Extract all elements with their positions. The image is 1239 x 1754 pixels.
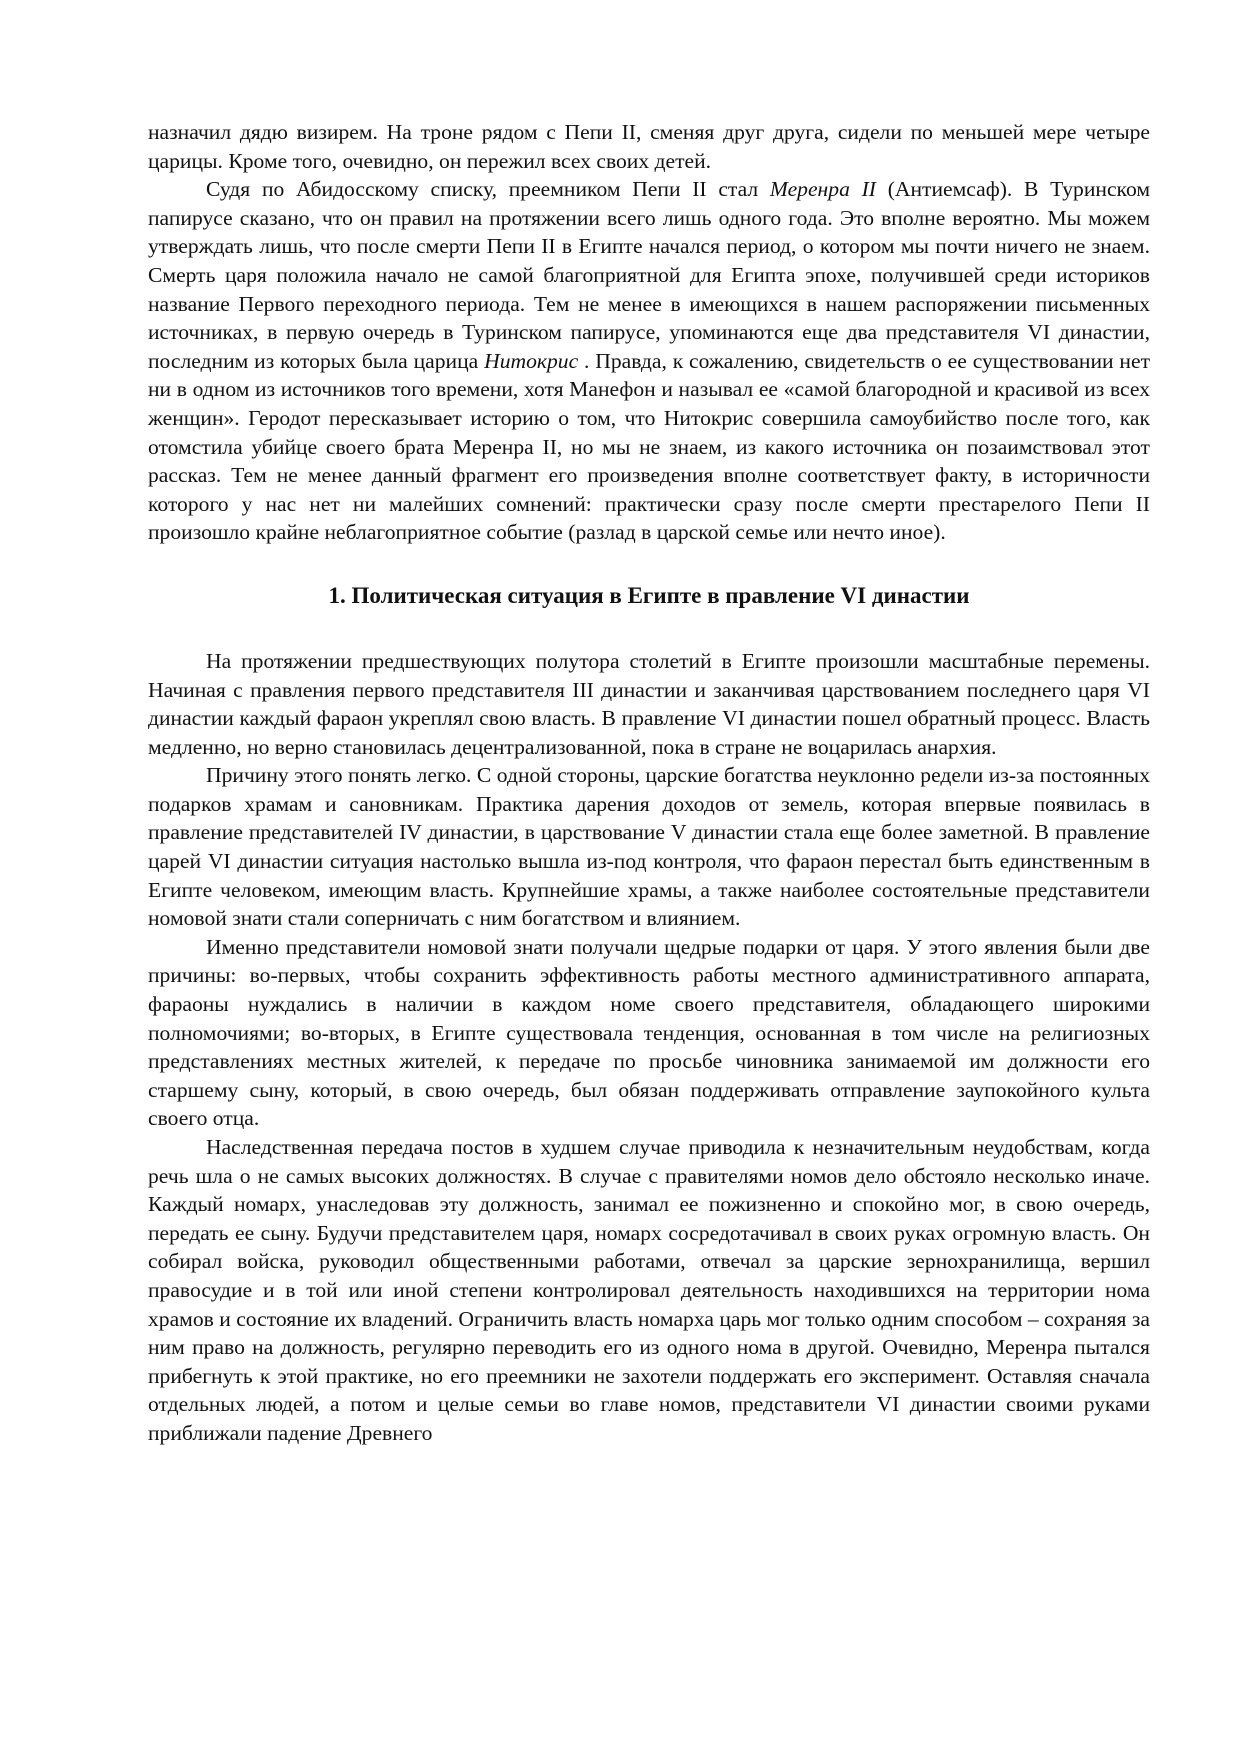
section-title: 1. Политическая ситуация в Египте в правление VI династии bbox=[328, 582, 970, 608]
paragraph-2 bbox=[148, 175, 1150, 547]
paragraph-2-text-b: (Антиемсаф). В Туринском папирусе сказано, что он правил на протяжении всего лишь одного года. Это вполне вероятно. Мы можем утверждать лишь, что после смерти Пепи II в Египте начался период, о котором мы почти ничего не знаем. Смерть царя положила начало не самой благоприятной для Египта эпохе, получившей среди историков название Первого переходного периода. Тем не менее в имеющихся в нашем распоряжении письменных источниках, в первую очередь в Туринском папирусе, упоминаются еще два представителя VI династии, последним из которых была царица bbox=[148, 177, 1150, 373]
paragraph-2-text-a: Судя по Абидосскому списку, преемником Пепи II стал bbox=[206, 177, 770, 202]
name-merenra-ii: Меренра II bbox=[769, 177, 876, 202]
paragraph-6: Наследственная передача постов в худшем случае приводила к незначительным неудобствам, когда речь шла о не самых высоких должностях. В случае с правителями номов дело обстояло несколько иначе. Каждый номарх, унаследовав эту должность, занимал ее пожизненно и спокойно мог, в свою очередь, передать ее сыну. Будучи представителем царя, номарх сосредотачивал в своих руках огромную власть. Он собирал войска, руководил общественными работами, отвечал за царские зернохранилища, вершил правосудие и в той или иной степени контролировал деятельность находившихся на территории нома храмов и состояние их владений. Ограничить власть номарха царь мог только одним способом – сохраняя за ним право на должность, регулярно переводить его из одного нома в другой. Очевидно, Меренра пытался прибегнуть к этой практике, но его преемники не захотели поддержать его эксперимент. Оставляя сначала отдельных людей, а потом и целые семьи во главе номов, представители VI династии своими руками приближали падение Древнего bbox=[148, 1135, 1150, 1445]
document-page bbox=[148, 118, 1150, 1448]
paragraph-5: Именно представители номовой знати получали щедрые подарки от царя. У этого явления были две причины: во-первых, чтобы сохранить эффективность работы местного административного аппарата, фараоны нуждались в наличии в каждом номе своего представителя, обладающего широкими полномочиями; во-вторых, в Египте существовала тенденция, основанная в том числе на религиозных представлениях местных жителей, к передаче по просьбе чиновника занимаемой им должности его старшему сыну, который, в свою очередь, был обязан поддерживать отправление заупокойного культа своего отца. bbox=[148, 934, 1150, 1131]
paragraph-4: Причину этого понять легко. С одной стороны, царские богатства неуклонно редели из-за постоянных подарков храмам и сановникам. Практика дарения доходов от земель, которая впервые появилась в правление представителей IV династии, в царствование V династии стала еще более заметной. В правление царей VI династии ситуация настолько вышла из-под контроля, что фараон перестал быть единственным в Египте человеком, имеющим власть. Крупнейшие храмы, а также наиболее состоятельные представители номовой знати стали соперничать с ним богатством и влиянием. bbox=[148, 763, 1150, 931]
paragraph-2-text-c: . Правда, к сожалению, свидетельств о ее существовании нет ни в одном из источников того времени, хотя Манефон и называл ее «самой благородной и красивой из всех женщин». Геродот пересказывает историю о том, что Нитокрис совершила самоубийство после того, как отомстила убийце своего брата Меренра II, но мы не знаем, из какого источника он позаимствовал этот рассказ. Тем не менее данный фрагмент его произведения вполне соответствует факту, в историчности которого у нас нет ни малейших сомнений: практически сразу после смерти престарелого Пепи II произошло крайне неблагоприятное событие (разлад в царской семье или нечто иное). bbox=[148, 348, 1150, 545]
paragraph-1: назначил дядю визирем. На троне рядом с Пепи II, сменяя друг друга, сидели по меньшей мере четыре царицы. Кроме того, очевидно, он пережил всех своих детей. bbox=[148, 120, 1150, 173]
paragraph-3: На протяжении предшествующих полутора столетий в Египте произошли масштабные перемены. Начиная с правления первого представителя III династии и заканчивая царствованием последнего царя VI династии каждый фараон укреплял свою власть. В правление VI династии пошел обратный процесс. Власть медленно, но верно становилась децентрализованной, пока в стране не воцарилась анархия. bbox=[148, 648, 1150, 759]
name-nitokris: Нитокрис bbox=[484, 348, 579, 373]
